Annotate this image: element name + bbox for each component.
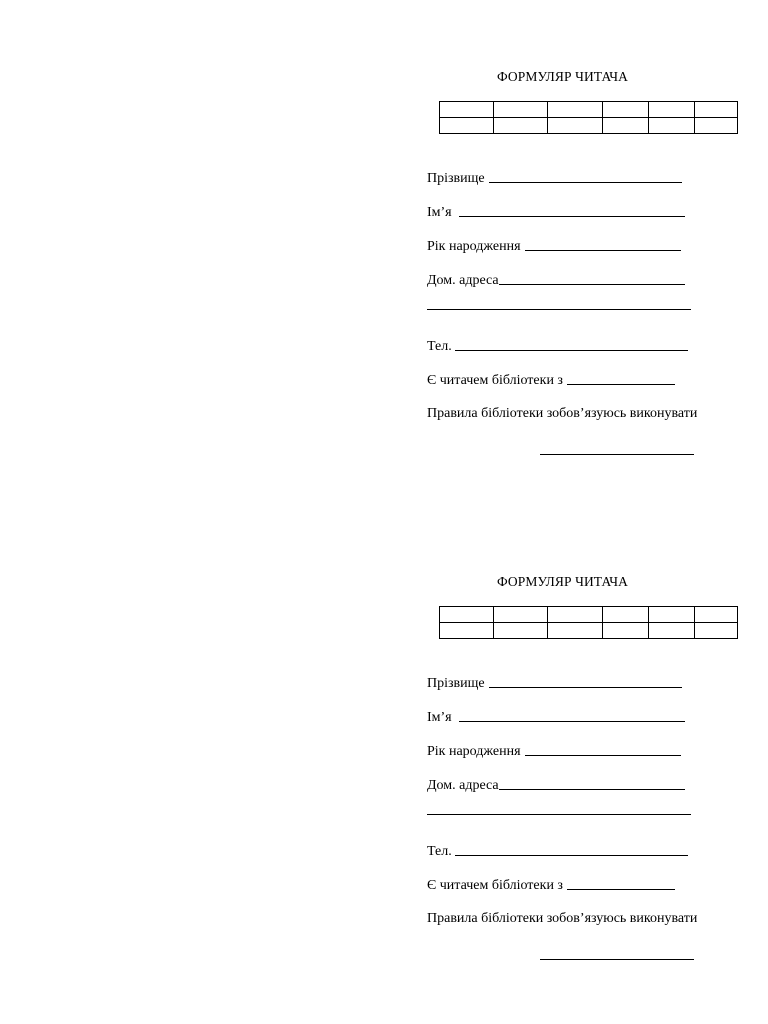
name-label: Ім’я (427, 710, 452, 725)
signature-line[interactable] (540, 453, 694, 455)
birth-year-label: Рік народження (427, 239, 521, 254)
birth-year-label: Рік народження (427, 744, 521, 759)
surname-label: Прізвище (427, 676, 485, 691)
form-grid (439, 606, 738, 639)
surname-field[interactable] (489, 181, 682, 183)
birth-year-field[interactable] (525, 754, 681, 756)
address-label: Дом. адреса (427, 273, 499, 288)
reader-since-label: Є читачем бібліотеки з (427, 373, 563, 388)
phone-field[interactable] (455, 854, 688, 856)
reader-since-row (427, 373, 675, 389)
reader-since-field[interactable] (567, 383, 675, 385)
grid-cell[interactable] (603, 102, 649, 118)
grid-cell[interactable] (603, 607, 649, 623)
signature-line[interactable] (540, 958, 694, 960)
grid-cell[interactable] (649, 607, 695, 623)
name-row (427, 710, 685, 726)
grid-cell[interactable] (695, 623, 738, 639)
phone-row (427, 339, 688, 355)
surname-row (427, 171, 682, 187)
rules-row (427, 911, 697, 927)
grid-cell[interactable] (548, 623, 603, 639)
address-label: Дом. адреса (427, 778, 499, 793)
address-row (427, 778, 685, 794)
rules-row (427, 406, 697, 422)
phone-label: Тел. (427, 339, 452, 354)
phone-field[interactable] (455, 349, 688, 351)
reader-form-1 (427, 60, 747, 480)
grid-cell[interactable] (494, 623, 548, 639)
grid-cell[interactable] (494, 118, 548, 134)
grid-cell[interactable] (695, 102, 738, 118)
reader-since-label: Є читачем бібліотеки з (427, 878, 563, 893)
name-row (427, 205, 685, 221)
rules-text: Правила бібліотеки зобов’язуюсь виконувати (427, 406, 698, 421)
form-grid (439, 101, 738, 134)
name-field[interactable] (459, 720, 685, 722)
address-line-2-row (427, 307, 691, 309)
form-title: ФОРМУЛЯР ЧИТАЧА (497, 574, 628, 589)
name-field[interactable] (459, 215, 685, 217)
phone-label: Тел. (427, 844, 452, 859)
address-line-2-field[interactable] (427, 813, 691, 815)
address-row (427, 273, 685, 289)
surname-label: Прізвище (427, 171, 485, 186)
grid-cell[interactable] (695, 118, 738, 134)
grid-cell[interactable] (649, 623, 695, 639)
grid-cell[interactable] (695, 607, 738, 623)
birth-year-field[interactable] (525, 249, 681, 251)
address-field[interactable] (499, 283, 685, 285)
grid-cell[interactable] (440, 102, 494, 118)
name-label: Ім’я (427, 205, 452, 220)
grid-row (440, 623, 738, 639)
grid-cell[interactable] (649, 118, 695, 134)
address-field[interactable] (499, 788, 685, 790)
surname-row (427, 676, 682, 692)
reader-since-row (427, 878, 675, 894)
grid-cell[interactable] (548, 607, 603, 623)
grid-cell[interactable] (494, 607, 548, 623)
reader-form-2 (427, 565, 747, 985)
grid-cell[interactable] (548, 102, 603, 118)
address-line-2-row (427, 812, 691, 814)
grid-cell[interactable] (548, 118, 603, 134)
grid-cell[interactable] (603, 623, 649, 639)
grid-cell[interactable] (649, 102, 695, 118)
phone-row (427, 844, 688, 860)
address-line-2-field[interactable] (427, 308, 691, 310)
birth-year-row (427, 744, 681, 760)
grid-cell[interactable] (440, 623, 494, 639)
grid-cell[interactable] (440, 607, 494, 623)
form-title: ФОРМУЛЯР ЧИТАЧА (497, 69, 628, 84)
birth-year-row (427, 239, 681, 255)
reader-since-field[interactable] (567, 888, 675, 890)
grid-cell[interactable] (494, 102, 548, 118)
grid-row (440, 607, 738, 623)
surname-field[interactable] (489, 686, 682, 688)
grid-row (440, 102, 738, 118)
grid-cell[interactable] (603, 118, 649, 134)
rules-text: Правила бібліотеки зобов’язуюсь виконувати (427, 911, 698, 926)
grid-row (440, 118, 738, 134)
grid-cell[interactable] (440, 118, 494, 134)
